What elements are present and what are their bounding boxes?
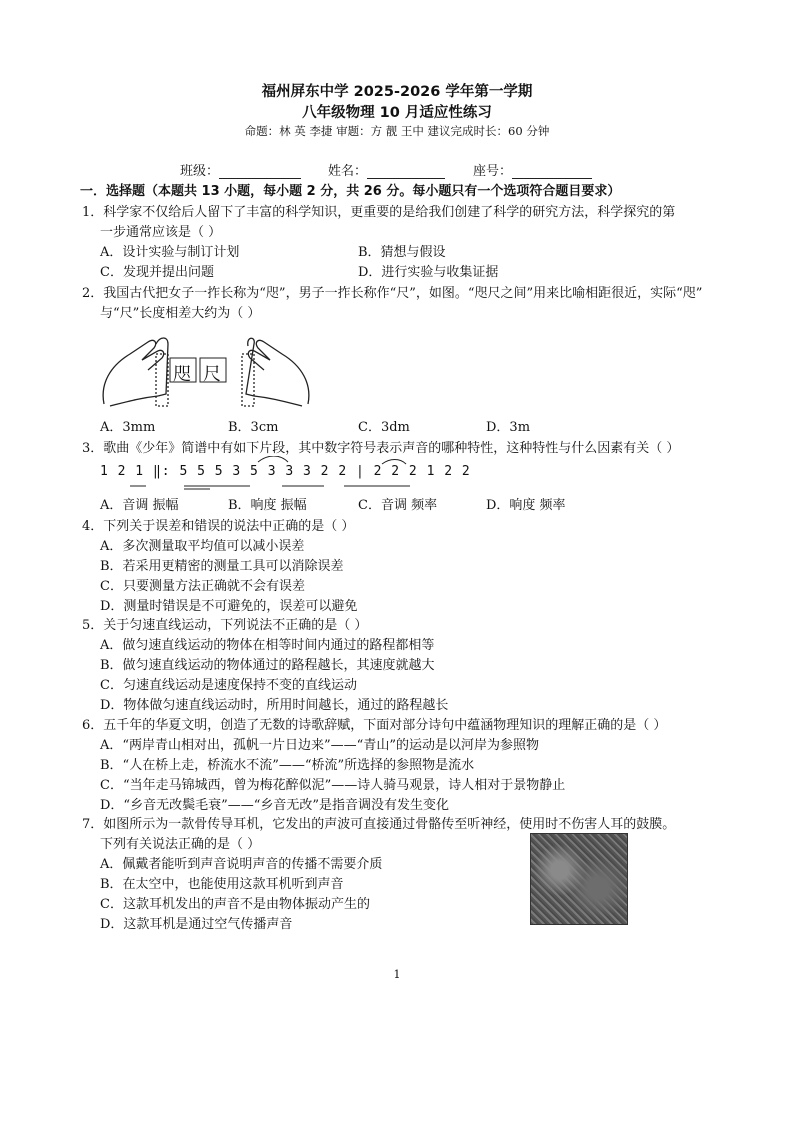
q7-stem-line1: 7．如图所示为一款骨传导耳机，它发出的声波可直接通过骨骼传至听神经，使用时不伤害人耳的鼓膜。 [82, 817, 676, 832]
exam-subtitle: 八年级物理 10 月适应性练习 [302, 105, 492, 121]
q6-option-d: D．“乡音无改鬓毛衰”——“乡音无改”是指音调没有发生变化 [100, 798, 450, 813]
figure-label-chi: 尺 [203, 364, 221, 385]
q1-stem-line1: 1．科学家不仅给后人留下了丰富的科学知识，更重要的是给我们创建了科学的研究方法，科学探究的第 [82, 205, 676, 220]
q2-option-d: D．3m [486, 420, 531, 435]
q3-option-a: A．音调 振幅 [100, 498, 179, 513]
figure-label-zhi: 咫 [173, 364, 191, 385]
q5-option-c: C．匀速直线运动是速度保持不变的直线运动 [100, 678, 357, 693]
q1-stem-line2: 一步通常应该是（ ） [100, 225, 222, 240]
class-label: 班级： [180, 164, 220, 179]
q2-stem-line1: 2．我国古代把女子一拃长称为“咫”，男子一拃长称作“尺”，如图。“咫尺之间”用来比喻相距很近，实际“咫” [82, 286, 703, 301]
q7-option-a: A．佩戴者能听到声音说明声音的传播不需要介质 [100, 857, 383, 872]
exam-title: 福州屏东中学 2025-2026 学年第一学期 [261, 84, 533, 100]
seat-label: 座号： [473, 164, 513, 179]
q4-option-b: B．若采用更精密的测量工具可以消除误差 [100, 559, 344, 574]
q3-option-d: D．响度 频率 [486, 498, 566, 513]
q2-option-b: B．3cm [228, 420, 279, 435]
class-field [180, 160, 301, 179]
q7-option-b: B．在太空中，也能使用这款耳机听到声音 [100, 877, 344, 892]
q5-stem: 5．关于匀速直线运动，下列说法不正确的是（ ） [82, 618, 368, 633]
page-number: 1 [393, 968, 401, 981]
q5-option-b: B．做匀速直线运动的物体通过的路程越长，其速度就越大 [100, 658, 435, 673]
exam-meta: 命题：林 英 李捷 审题：方 靓 王中 建议完成时长：60 分钟 [244, 124, 550, 138]
q3-option-b: B．响度 振幅 [228, 498, 307, 513]
bone-conduction-earphone-photo [530, 833, 628, 925]
q5-option-a: A．做匀速直线运动的物体在相等时间内通过的路程都相等 [100, 638, 435, 653]
q3-music-notation: 1 2 1 ‖: 5 5 5 3 5 3 3 3 2 2 | 2 2 2 1 2 2 [100, 464, 471, 479]
q2-option-c: C．3dm [358, 420, 410, 435]
q5-option-d: D．物体做匀速直线运动时，所用时间越长，通过的路程越长 [100, 698, 449, 713]
q7-option-c: C．这款耳机发出的声音不是由物体振动产生的 [100, 897, 370, 912]
q2-stem-line2: 与“尺”长度相差大约为（ ） [100, 306, 261, 321]
q6-option-c: C．“当年走马锦城西，曾为梅花醉似泥”——诗人骑马观景，诗人相对于景物静止 [100, 778, 566, 793]
q4-option-c: C．只要测量方法正确就不会有误差 [100, 579, 305, 594]
q6-stem: 6．五千年的华夏文明，创造了无数的诗歌辞赋，下面对部分诗句中蕴涵物理知识的理解正确的是（ ） [82, 718, 667, 733]
name-field [328, 160, 445, 179]
q3-option-c: C．音调 频率 [358, 498, 438, 513]
q2-option-a: A．3mm [100, 420, 156, 435]
q1-option-d: D．进行实验与收集证据 [358, 265, 499, 280]
q6-option-b: B．“人在桥上走，桥流水不流”——“桥流”所选择的参照物是流水 [100, 758, 475, 773]
q3-stem-line1: 3．歌曲《少年》简谱中有如下片段，其中数字符号表示声音的哪种特性，这种特性与什么因素有关（ ） [82, 441, 680, 456]
q1-option-a: A．设计实验与制订计划 [100, 245, 240, 260]
name-blank [367, 164, 445, 179]
q1-option-c: C．发现并提出问题 [100, 265, 214, 280]
seat-blank [512, 164, 592, 179]
section-heading: 一．选择题（本题共 13 小题，每小题 2 分，共 26 分。每小题只有一个选项符合题目要求） [80, 184, 621, 199]
q4-stem: 4．下列关于误差和错误的说法中正确的是（ ） [82, 519, 355, 534]
q4-option-d: D．测量时错误是不可避免的，误差可以避免 [100, 599, 358, 614]
q7-option-d: D．这款耳机是通过空气传播声音 [100, 917, 293, 932]
seat-field [473, 160, 592, 179]
class-blank [219, 164, 301, 179]
q4-option-a: A．多次测量取平均值可以减小误差 [100, 539, 305, 554]
q6-option-a: A．“两岸青山相对出，孤帆一片日边来”——“青山”的运动是以河岸为参照物 [100, 738, 539, 753]
q7-stem-line2: 下列有关说法正确的是（ ） [100, 837, 261, 852]
notation-marks [100, 456, 420, 496]
name-label: 姓名： [328, 164, 368, 179]
q1-option-b: B．猜想与假设 [358, 245, 446, 260]
